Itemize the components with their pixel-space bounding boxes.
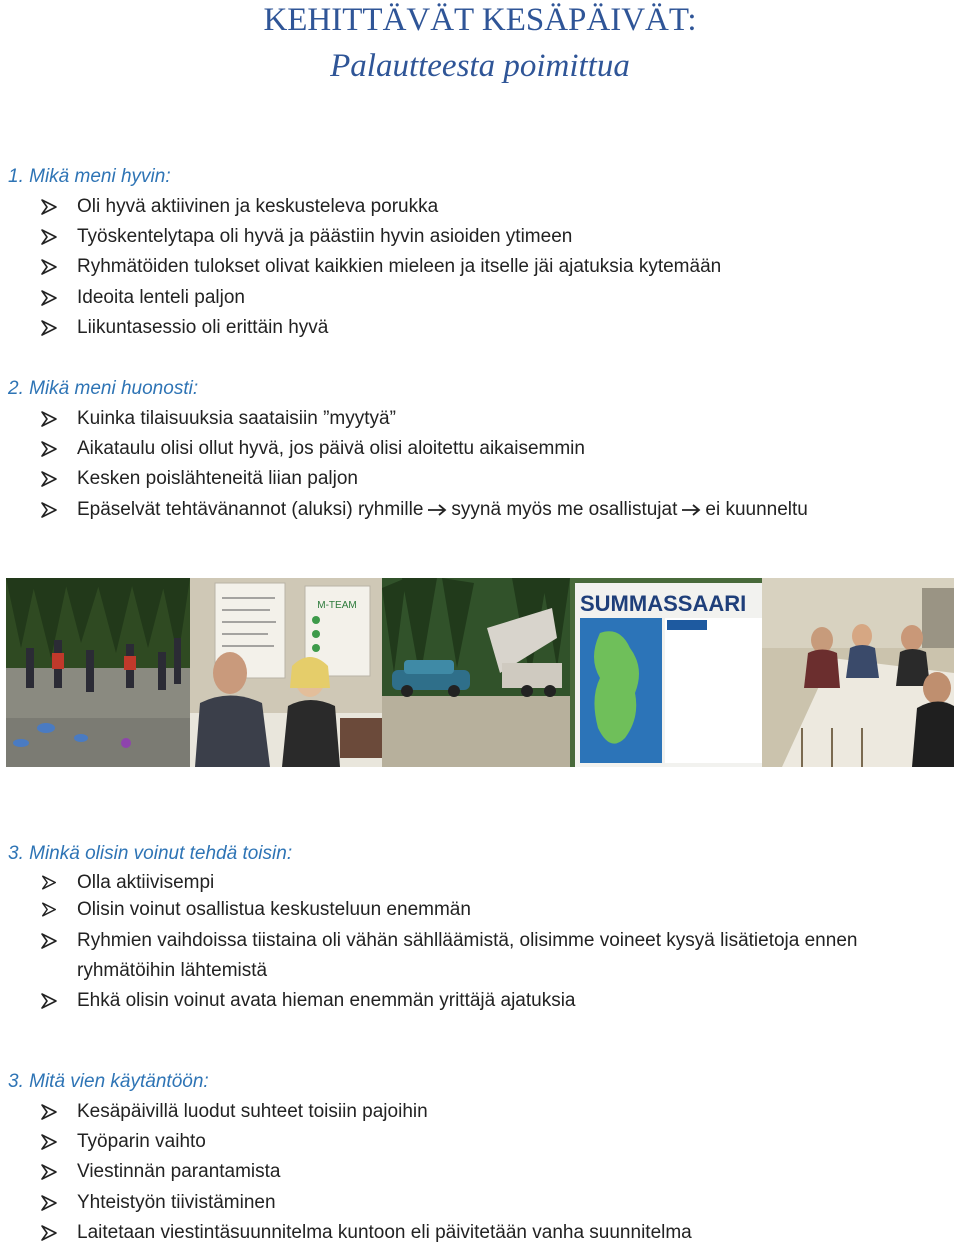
arrowhead-bullet-icon — [39, 464, 59, 494]
section-heading-went-well: 1. Mikä meni hyvin: — [8, 166, 171, 187]
list-item: Oli hyvä aktiivinen ja keskusteleva porukka — [0, 192, 960, 222]
list-item: Ehkä olisin voinut avata hieman enemmän yrittäjä ajatuksia — [0, 986, 960, 1016]
arrowhead-bullet-icon — [39, 986, 59, 1016]
arrowhead-bullet-icon — [39, 1157, 59, 1187]
arrowhead-bullet-icon — [39, 434, 59, 464]
photo-meeting-room — [762, 578, 954, 767]
photo-summassaari-sign — [570, 578, 762, 767]
list-item: Yhteistyön tiivistäminen — [0, 1188, 960, 1218]
list-item: Työparin vaihto — [0, 1127, 960, 1157]
arrowhead-bullet-icon — [39, 869, 59, 896]
list-item: Viestinnän parantamista — [0, 1157, 960, 1187]
list-item: Kuinka tilaisuuksia saataisiin ”myytyä” — [0, 404, 960, 434]
photo-car-trailer — [382, 578, 570, 767]
arrowhead-bullet-icon — [39, 313, 59, 343]
arrowhead-bullet-icon — [39, 1127, 59, 1157]
list-item: Aikataulu olisi ollut hyvä, jos päivä olisi aloitettu aikaisemmin — [0, 434, 960, 464]
do-differently-list — [0, 869, 960, 1017]
sign-title: SUMMASSAARI — [580, 591, 747, 616]
list-item: Ryhmätöiden tulokset olivat kaikkien mieleen ja itselle jäi ajatuksia kytemään — [0, 252, 960, 282]
arrowhead-bullet-icon — [39, 222, 59, 252]
arrowhead-bullet-icon — [39, 1218, 59, 1248]
list-item: Olla aktiivisempi — [0, 869, 960, 896]
right-arrow-icon — [680, 503, 702, 517]
went-badly-list — [0, 404, 960, 525]
list-item: Kesäpäivillä luodut suhteet toisiin pajoihin — [0, 1097, 960, 1127]
went-well-list — [0, 192, 960, 343]
arrowhead-bullet-icon — [39, 1188, 59, 1218]
list-item: Työskentelytapa oli hyvä ja päästiin hyvin asioiden ytimeen — [0, 222, 960, 252]
arrowhead-bullet-icon — [39, 192, 59, 222]
arrowhead-bullet-icon — [39, 926, 59, 956]
arrowhead-bullet-icon — [39, 896, 59, 923]
arrowhead-bullet-icon — [39, 495, 59, 525]
photo-outdoor-exercise — [6, 578, 190, 767]
arrowhead-bullet-icon — [39, 1097, 59, 1127]
list-item: Liikuntasessio oli erittäin hyvä — [0, 313, 960, 343]
arrowhead-bullet-icon — [39, 404, 59, 434]
section-heading-do-differently: 3. Minkä olisin voinut tehdä toisin: — [8, 843, 293, 864]
right-arrow-icon — [426, 503, 448, 517]
list-item: Olisin voinut osallistua keskusteluun enemmän — [0, 896, 960, 923]
section-heading-went-badly: 2. Mikä meni huonosti: — [8, 378, 199, 399]
list-item: Ideoita lenteli paljon — [0, 283, 960, 313]
list-item: Laitetaan viestintäsuunnitelma kuntoon eli päivitetään vanha suunnitelma — [0, 1218, 960, 1248]
flipchart-label: M-TEAM — [317, 600, 357, 611]
photo-collage — [6, 578, 954, 767]
list-item: Epäselvät tehtävänannot (aluksi) ryhmille syynä myös me osallistujat ei kuunneltu — [0, 495, 960, 525]
arrowhead-bullet-icon — [39, 252, 59, 282]
page-title: KEHITTÄVÄT KESÄPÄIVÄT: — [263, 2, 697, 38]
list-item: Kesken poislähteneitä liian paljon — [0, 464, 960, 494]
section-heading-into-practice: 3. Mitä vien käytäntöön: — [8, 1071, 209, 1092]
page-subtitle: Palautteesta poimittua — [330, 48, 630, 84]
photo-indoor-meeting — [190, 578, 382, 767]
arrowhead-bullet-icon — [39, 283, 59, 313]
into-practice-list — [0, 1097, 960, 1248]
list-item: Ryhmien vaihdoissa tiistaina oli vähän sählläämistä, olisimme voineet kysyä lisätietoja ennen ryhmätöihin lähtemistä — [0, 926, 960, 986]
